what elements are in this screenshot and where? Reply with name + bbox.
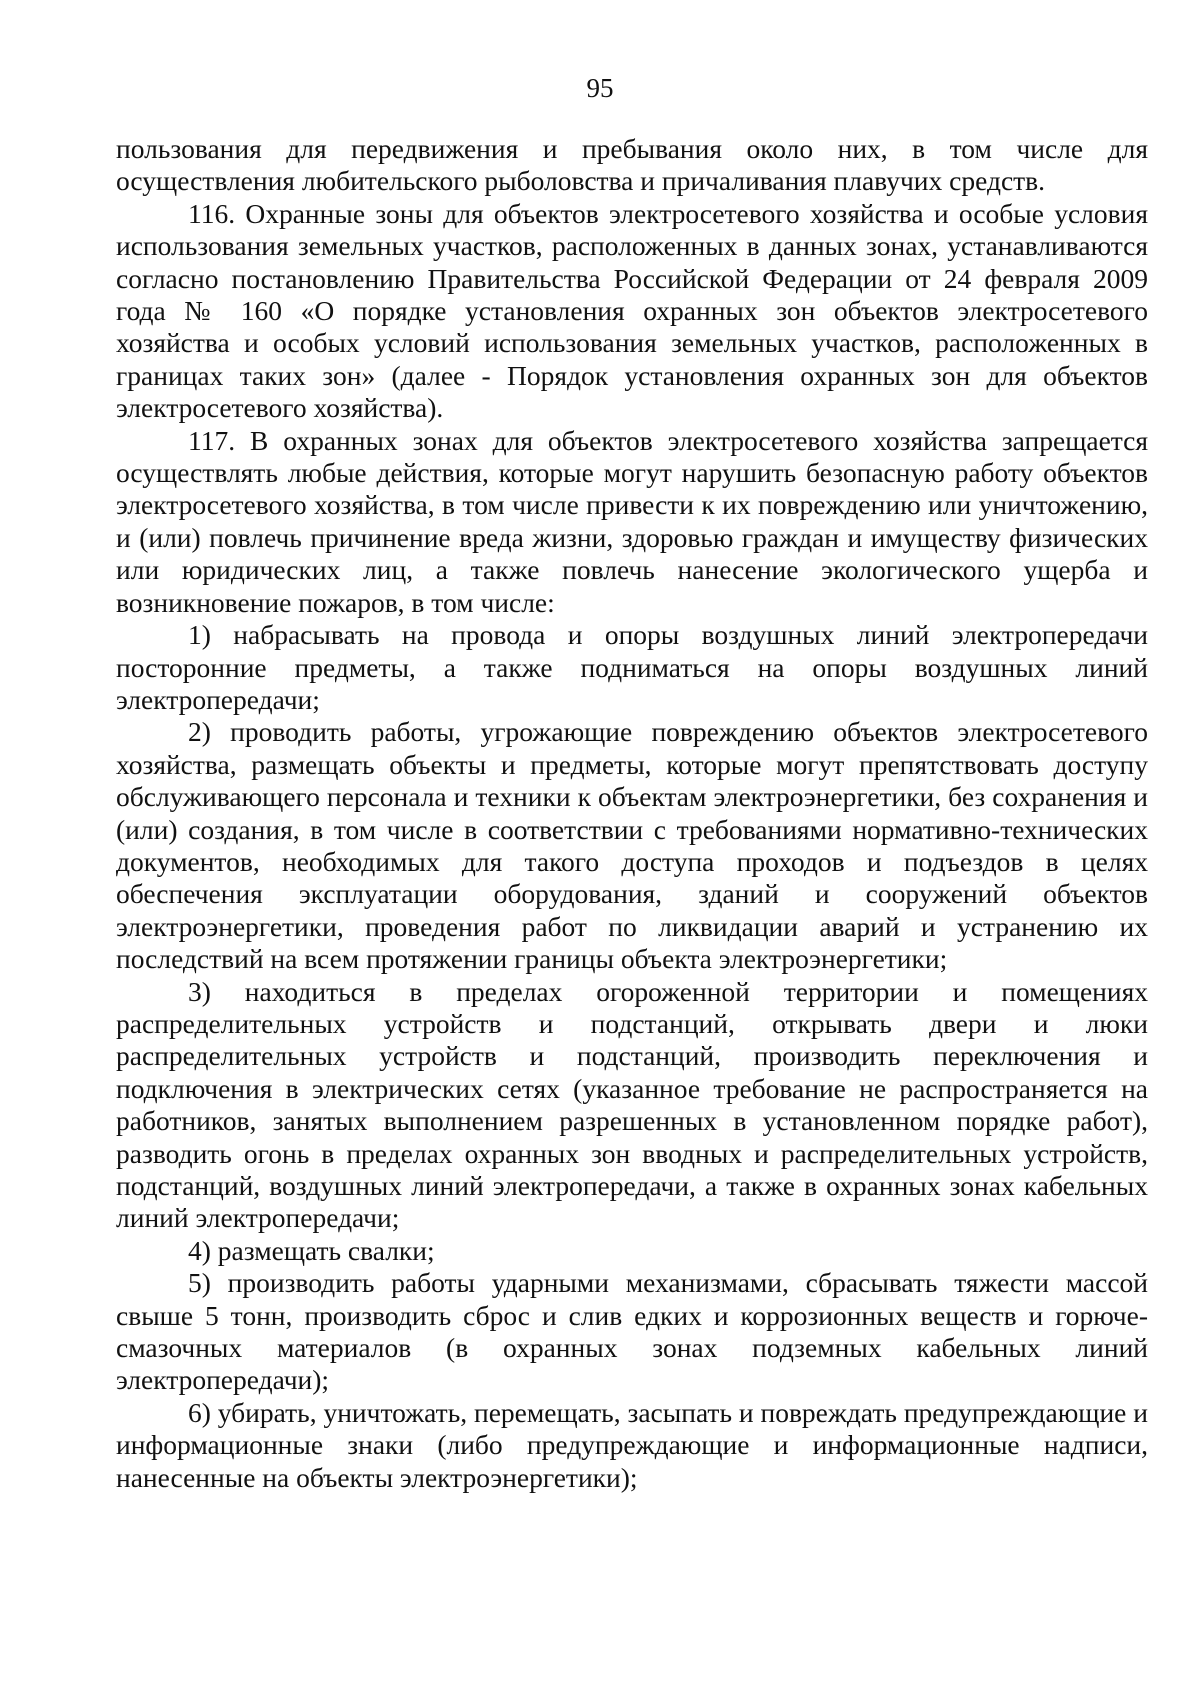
list-item-5: 5) производить работы ударными механизмами, сбрасывать тяжести массой свыше 5 тонн, производить сброс и слив едких и коррозионных веществ и горюче-смазочных материалов (в охранных зонах подземных кабельных линий электропередачи); (116, 1267, 1148, 1396)
list-item-2: 2) проводить работы, угрожающие повреждению объектов электросетевого хозяйства, размещать объекты и предметы, которые могут препятствовать доступу обслуживающего персонала и техники к объектам электроэнергетики, без сохранения и (или) создания, в том числе в соответствии с требованиями нормативно-технических документов, необходимых для такого доступа проходов и подъездов в целях обеспечения эксплуатации оборудования, зданий и сооружений объектов электроэнергетики, проведения работ по ликвидации аварий и устранению их последствий на всем протяжении границы объекта электроэнергетики; (116, 716, 1148, 975)
list-item-6: 6) убирать, уничтожать, перемещать, засыпать и повреждать предупреждающие и информационные знаки (либо предупреждающие и информационные надписи, нанесенные на объекты электроэнергетики); (116, 1396, 1148, 1493)
paragraph-116: 116. Охранные зоны для объектов электросетевого хозяйства и особые условия использования земельных участков, расположенных в данных зонах, устанавливаются согласно постановлению Правительства Российской Федерации от 24 февраля 2009 года № 160 «О порядке установления охранных зон объектов электросетевого хозяйства и особых условий использования земельных участков, расположенных в границах таких зон» (далее - Порядок установления охранных зон для объектов электросетевого хозяйства). (116, 197, 1148, 424)
paragraph-117: 117. В охранных зонах для объектов электросетевого хозяйства запрещается осуществлять любые действия, которые могут нарушить безопасную работу объектов электросетевого хозяйства, в том числе привести к их повреждению или уничтожению, и (или) повлечь причинение вреда жизни, здоровью граждан и имуществу физических или юридических лиц, а также повлечь нанесение экологического ущерба и возникновение пожаров, в том числе: (116, 424, 1148, 618)
list-item-1: 1) набрасывать на провода и опоры воздушных линий электропередачи посторонние предметы, а также подниматься на опоры воздушных линий электропередачи; (116, 619, 1148, 715)
page-number: 95 (586, 73, 614, 103)
list-item-4: 4) размещать свалки; (188, 1234, 435, 1266)
list-item-3: 3) находиться в пределах огороженной территории и помещениях распределительных устройств и подстанций, открывать двери и люки распределительных устройств и подстанций, производить переключения и подключения в электрических сетях (указанное требование не распространяется на работников, занятых выполнением разрешенных в установленном порядке работ), разводить огонь в пределах охранных зон вводных и распределительных устройств, подстанций, воздушных линий электропередачи, а также в охранных зонах кабельных линий электропередачи; (116, 975, 1148, 1234)
paragraph-continuation: пользования для передвижения и пребывания около них, в том числе для осуществления любительского рыболовства и причаливания плавучих средств. (116, 133, 1148, 197)
body-text (116, 133, 1148, 1494)
